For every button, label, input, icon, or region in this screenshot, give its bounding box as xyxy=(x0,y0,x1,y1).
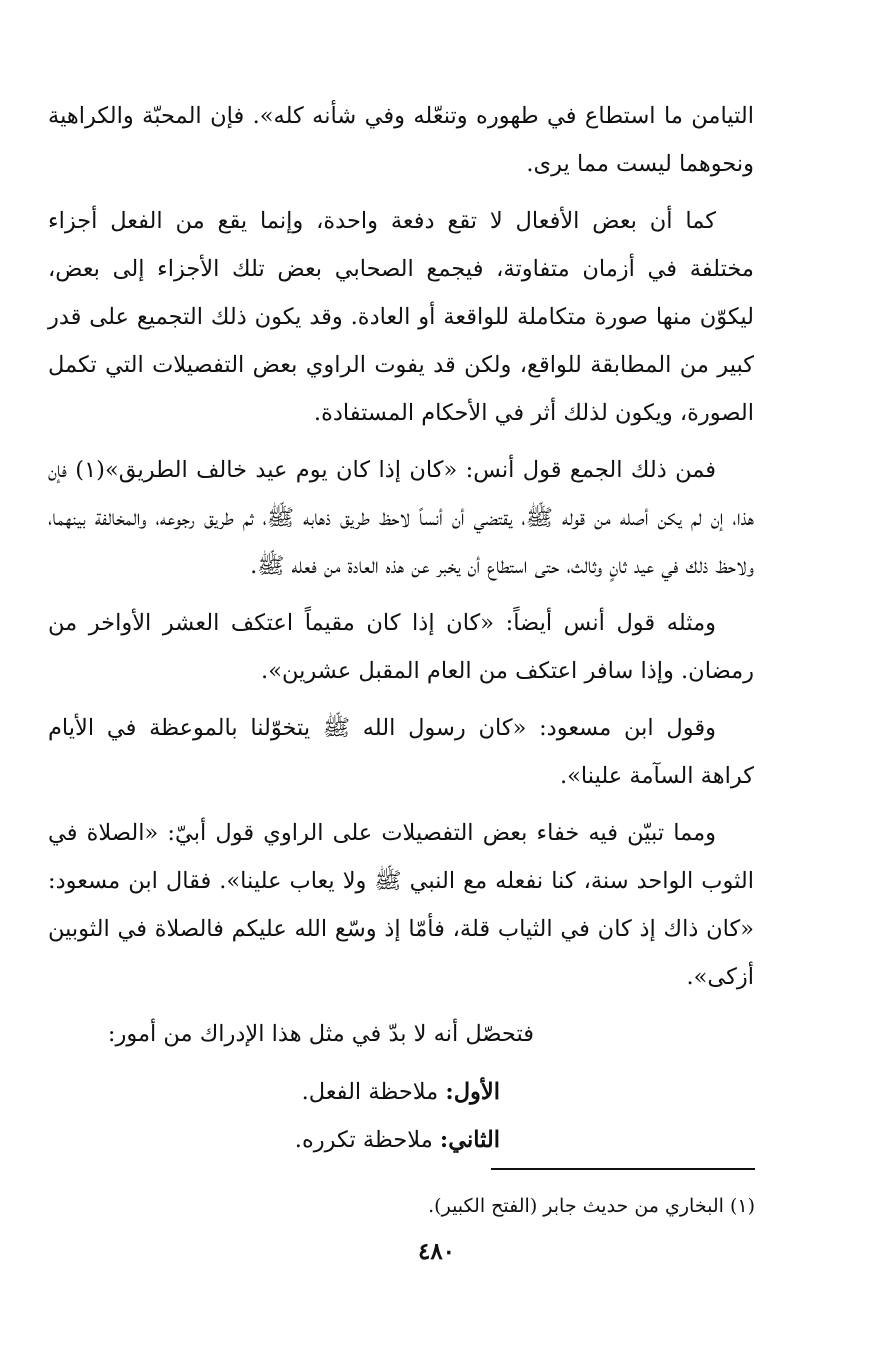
point-second xyxy=(48,1116,754,1164)
footnote: (١) البخاري من حديث جابر (الفتح الكبير). xyxy=(428,1195,755,1217)
footnote-divider xyxy=(491,1168,755,1170)
point-label: الأول: xyxy=(445,1079,500,1105)
point-label: الثاني: xyxy=(439,1127,500,1153)
point-text: ملاحظة تكرره. xyxy=(294,1127,433,1153)
paragraph: وقول ابن مسعود: «كان رسول الله ﷺ يتخوّلنا بالموعظة في الأيام كراهة السآمة علينا». xyxy=(48,715,754,789)
paragraph: ومثله قول أنس أيضاً: «كان إذا كان مقيماً اعتكف العشر الأواخر من رمضان. وإذا سافر اعتكف من العام المقبل عشرين». xyxy=(48,610,754,684)
point-text: ملاحظة الفعل. xyxy=(301,1079,439,1105)
point-first xyxy=(48,1068,754,1116)
summary-line: فتحصّل أنه لا بدّ في مثل هذا الإدراك من أمور: xyxy=(107,1021,534,1047)
page-number: ٤٨٠ xyxy=(417,1238,456,1265)
paragraph: التيامن ما استطاع في طهوره وتنعّله وفي شأنه كله». فإن المحبّة والكراهية ونحوهما ليست مما يرى. xyxy=(48,103,754,177)
paragraph: كما أن بعض الأفعال لا تقع دفعة واحدة، وإنما يقع من الفعل أجزاء مختلفة في أزمان متفاوتة، فيجمع الصحابي بعض تلك الأجزاء إلى بعض، ليكوّن منها صورة متكاملة للواقعة أو العادة. وقد يكون ذلك التجميع على قدر كبير من المطابقة للواقع، ولكن قد يفوت الراوي بعض التفصيلات التي تكمل الصورة، ويكون لذلك أثر في الأحكام المستفادة. xyxy=(48,208,754,426)
paragraph: فمن ذلك الجمع قول أنس: «كان إذا كان يوم عيد خالف الطريق»(١) فإن هذا، إن لم يكن أصله من قوله ﷺ، يقتضي أن أنساً لاحظ طريق ذهابه ﷺ، ثم طريق رجوعه، والمخالفة بينهما، ولاحظ ذلك في عيد ثانٍ وثالث، حتى استطاع أن يخبر عن هذه العادة من فعله ﷺ. xyxy=(48,457,754,579)
paragraph: ومما تبيّن فيه خفاء بعض التفصيلات على الراوي قول أبيّ: «الصلاة في الثوب الواحد سنة، كنا نفعله مع النبي ﷺ ولا يعاب علينا». فقال ابن مسعود: «كان ذاك إذ كان في الثياب قلة، فأمّا إذ وسّع الله عليكم فالصلاة في الثوبين أزكى». xyxy=(48,820,754,990)
page-body xyxy=(48,92,754,1164)
